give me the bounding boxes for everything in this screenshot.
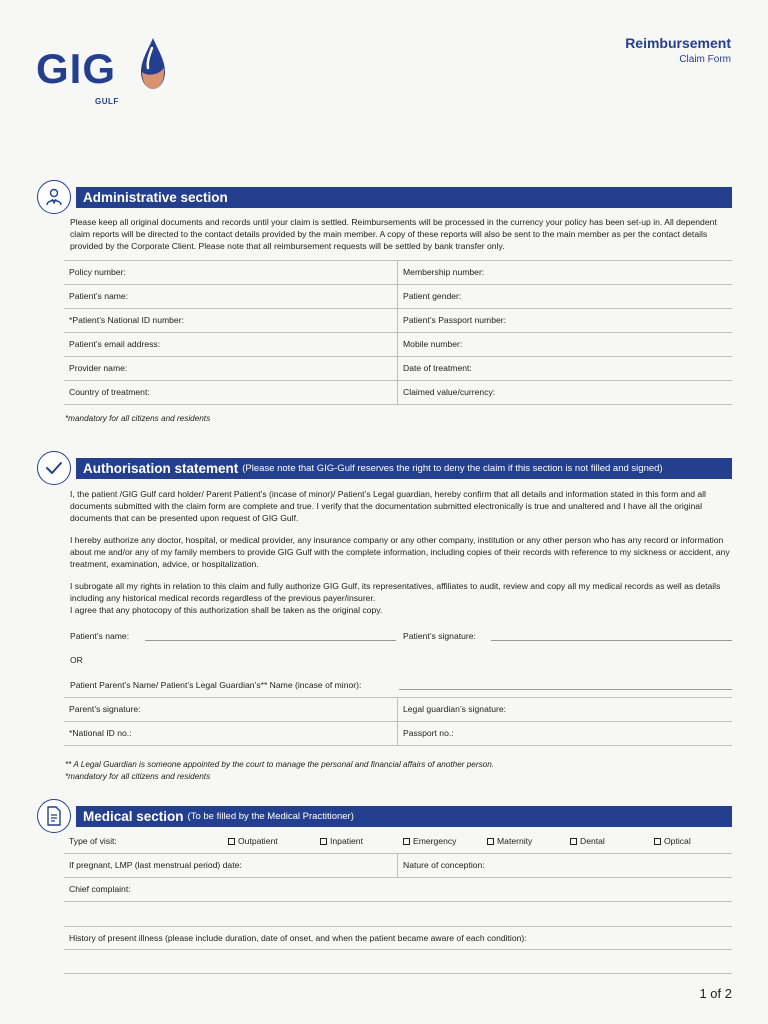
option-dental[interactable] bbox=[570, 836, 605, 846]
option-maternity[interactable] bbox=[487, 836, 532, 846]
checkbox-icon bbox=[487, 838, 494, 845]
divider bbox=[64, 901, 732, 902]
checkbox-icon bbox=[320, 838, 327, 845]
medical-row bbox=[64, 853, 732, 877]
person-icon bbox=[37, 180, 71, 214]
auth-paragraph-4: I agree that any photocopy of this authorization shall be taken as the original copy. bbox=[70, 605, 383, 615]
checkbox-icon bbox=[228, 838, 235, 845]
option-label: Inpatient bbox=[330, 836, 363, 846]
email-field[interactable]: Patient’s email address: bbox=[69, 339, 161, 349]
admin-row bbox=[64, 308, 732, 332]
guardian-name-label: Patient Parent’s Name/ Patient’s Legal Guardian’s** Name (incase of minor): bbox=[70, 680, 362, 690]
option-inpatient[interactable] bbox=[320, 836, 363, 846]
admin-row bbox=[64, 332, 732, 356]
treatment-date-field[interactable]: Date of treatment: bbox=[403, 363, 472, 373]
medical-row bbox=[64, 926, 732, 950]
divider bbox=[64, 949, 732, 950]
auth-section-title bbox=[76, 458, 732, 479]
medical-row bbox=[64, 877, 732, 901]
admin-row bbox=[64, 260, 732, 284]
option-outpatient[interactable] bbox=[228, 836, 278, 846]
option-label: Emergency bbox=[413, 836, 457, 846]
logo-subtext: GULF bbox=[95, 97, 119, 106]
auth-paragraph-2: I hereby authorize any doctor, hospital, or medical provider, any insurance company or any other company, institution or any other person who has any record or information about me and/or any of my family members to provide GIG Gulf with the complete information, including copies of their records with reference to my sickness or accident, any treatment, examination, advice, or hospitalization. bbox=[70, 535, 730, 569]
passport-number-field[interactable]: Patient’s Passport number: bbox=[403, 315, 507, 325]
guardian-name-line[interactable] bbox=[399, 689, 732, 690]
patient-signature-line[interactable] bbox=[491, 640, 732, 641]
provider-name-field[interactable]: Provider name: bbox=[69, 363, 128, 373]
option-label: Dental bbox=[580, 836, 605, 846]
membership-number-field[interactable]: Membership number: bbox=[403, 267, 485, 277]
policy-number-field[interactable]: Policy number: bbox=[69, 267, 126, 277]
admin-title-text: Administrative section bbox=[83, 190, 228, 205]
auth-row bbox=[64, 697, 732, 721]
lmp-date-field[interactable]: If pregnant, LMP (last menstrual period) date: bbox=[69, 860, 242, 870]
admin-footnote: *mandatory for all citizens and residents bbox=[65, 414, 211, 423]
medical-note: (To be filled by the Medical Practitioner) bbox=[187, 811, 354, 822]
option-label: Maternity bbox=[497, 836, 533, 846]
admin-section-title bbox=[76, 187, 732, 208]
mobile-field[interactable]: Mobile number: bbox=[403, 339, 463, 349]
parent-signature-field[interactable]: Parent’s signature: bbox=[69, 704, 141, 714]
patient-name-line[interactable] bbox=[145, 640, 396, 641]
document-icon bbox=[37, 799, 71, 833]
or-label: OR bbox=[70, 655, 83, 665]
patient-gender-field[interactable]: Patient gender: bbox=[403, 291, 462, 301]
patient-name-label: Patient’s name: bbox=[70, 631, 130, 641]
page-number: 1 of 2 bbox=[699, 986, 732, 1001]
medical-title-text: Medical section bbox=[83, 809, 184, 824]
auth-row bbox=[64, 721, 732, 745]
option-optical[interactable] bbox=[654, 836, 691, 846]
national-id-no-field[interactable]: *National ID no.: bbox=[69, 728, 132, 738]
auth-footnote: *mandatory for all citizens and residents bbox=[65, 772, 211, 781]
claimed-value-field[interactable]: Claimed value/currency: bbox=[403, 387, 496, 397]
auth-paragraph-3: I subrogate all my rights in relation to this claim and fully authorize GIG Gulf, its representatives, affiliates to audit, review and copy all my medical records as well as details including any historical medical records regardless of the previous payer/insurer. bbox=[70, 581, 721, 603]
country-field[interactable]: Country of treatment: bbox=[69, 387, 150, 397]
guardian-footnote: ** A Legal Guardian is someone appointed by the court to manage the personal and financial affairs of another person. bbox=[65, 760, 495, 769]
conception-field[interactable]: Nature of conception: bbox=[403, 860, 485, 870]
auth-title-text: Authorisation statement bbox=[83, 461, 239, 476]
checkbox-icon bbox=[403, 838, 410, 845]
checkbox-icon bbox=[570, 838, 577, 845]
admin-row bbox=[64, 284, 732, 308]
national-id-field[interactable]: *Patient’s National ID number: bbox=[69, 315, 184, 325]
medical-section-title bbox=[76, 806, 732, 827]
form-title: Reimbursement bbox=[625, 35, 731, 51]
divider bbox=[64, 973, 732, 974]
logo-drop-icon bbox=[138, 36, 168, 92]
guardian-signature-field[interactable]: Legal guardian’s signature: bbox=[403, 704, 507, 714]
admin-row bbox=[64, 380, 732, 404]
patient-signature-label: Patient’s signature: bbox=[403, 631, 476, 641]
divider bbox=[64, 745, 732, 746]
checkbox-icon bbox=[654, 838, 661, 845]
form-subtitle: Claim Form bbox=[679, 54, 731, 65]
admin-intro: Please keep all original documents and records until your claim is settled. Reimbursements will be processed in the currency your policy has been set-up in. All dependent claim reports will be directed to the contact details provided by the main member. A copy of these reports will also be sent to the main member as per the contact details provided by the Corporate Client. Please note that all reimbursement requests will be settled by bank transfer only. bbox=[70, 217, 717, 251]
admin-row bbox=[64, 356, 732, 380]
passport-no-field[interactable]: Passport no.: bbox=[403, 728, 454, 738]
logo-text: GIG bbox=[36, 45, 117, 92]
illness-history-field[interactable]: History of present illness (please include duration, date of onset, and when the patient became aware of each condition): bbox=[69, 933, 527, 943]
option-emergency[interactable] bbox=[403, 836, 456, 846]
chief-complaint-field[interactable]: Chief complaint: bbox=[69, 884, 131, 894]
auth-paragraph-1: I, the patient /GIG Gulf card holder/ Parent Patient’s (incase of minor)/ Patient’s Legal guardian, hereby confirm that all details and information stated in this form and all documents submitted with the claim form are complete and true. I verify that the documentation submitted electronically is true and unaltered and I have all the original documents that can be presented upon request of GIG Gulf. bbox=[70, 489, 706, 523]
patient-name-field[interactable]: Patient’s name: bbox=[69, 291, 129, 301]
divider bbox=[64, 404, 732, 405]
checkmark-icon bbox=[37, 451, 71, 485]
option-label: Optical bbox=[664, 836, 691, 846]
auth-note: (Please note that GIG-Gulf reserves the right to deny the claim if this section is not filled and signed) bbox=[242, 463, 663, 474]
visit-type-label: Type of visit: bbox=[69, 836, 117, 846]
option-label: Outpatient bbox=[238, 836, 278, 846]
